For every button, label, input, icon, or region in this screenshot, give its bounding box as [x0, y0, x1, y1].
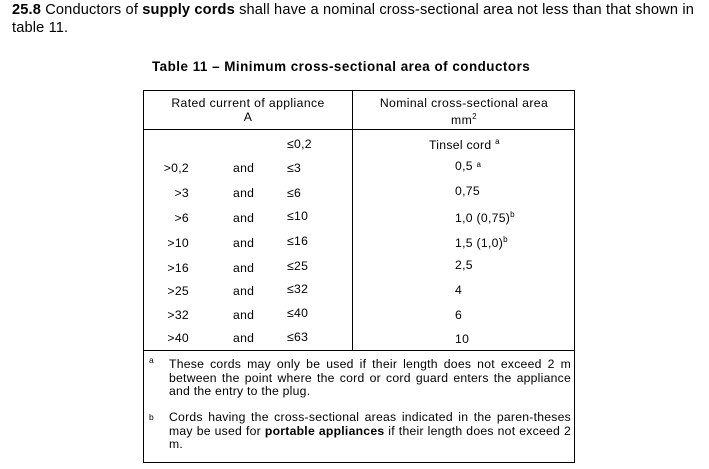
clause-text-before: Conductors of — [41, 2, 143, 18]
footnote-mark: a — [149, 355, 154, 365]
clause-bold-term: supply cords — [142, 2, 235, 18]
row-and: and — [233, 261, 255, 275]
clause-paragraph — [12, 1, 706, 37]
footnote-text: These cords may only be used if their length does not exceed 2 m between the point where the cord or cord guard enters the appliance and the entry to the plug. — [169, 357, 571, 399]
row-lower-limit: >6 — [174, 211, 189, 225]
table-caption-text: Table 11 – Minimum cross-sectional area of conductors — [152, 59, 531, 74]
row-area: 0,75 — [455, 184, 480, 198]
row-area: 4 — [455, 283, 463, 297]
row-lower-limit: >10 — [167, 236, 189, 250]
row-lower-limit: >0,2 — [163, 161, 189, 175]
row-upper-limit: ≤6 — [287, 186, 302, 200]
row-upper-limit: ≤40 — [287, 306, 309, 320]
row-and: and — [233, 161, 255, 175]
row-and: and — [233, 331, 255, 345]
header-rated-current-label: Rated current of appliance — [171, 96, 325, 110]
row-lower-limit: >3 — [174, 186, 189, 200]
footnote-text: Cords having the cross-sectional areas indicated in the paren-theses may be used for portable appliances if their length does not exceed 2 m. — [169, 410, 571, 452]
row-area: 10 — [455, 332, 470, 346]
footnote-bold-term: portable appliances — [264, 423, 385, 438]
row-and: and — [233, 186, 255, 200]
row-and: and — [233, 284, 255, 298]
clause-text-after: shall have a nominal cross-sectional area not less than that shown in table 11. — [12, 2, 694, 36]
clause-number: 25.8 — [12, 2, 42, 18]
row-upper-limit: ≤32 — [287, 282, 309, 296]
row-area: 0,5 $^a$ — [455, 159, 482, 173]
row-upper-limit: ≤3 — [287, 161, 302, 175]
row-and: and — [233, 236, 255, 250]
footnote-mark: b — [149, 412, 154, 422]
header-rated-current-unit: A — [243, 110, 253, 124]
header-rated-current — [144, 96, 352, 124]
header-cross-section — [353, 96, 575, 127]
row-lower-limit: >25 — [167, 284, 189, 298]
row-lower-limit: >32 — [167, 308, 189, 322]
body-bottom-rule — [144, 350, 574, 351]
row-lower-limit: >40 — [167, 331, 189, 345]
column-divider — [352, 91, 353, 351]
row-upper-limit: ≤10 — [287, 209, 309, 223]
row-area: 1,5 $(1,0)^b$ — [455, 235, 508, 250]
header-cross-section-unit: $mm^2$ — [451, 112, 477, 128]
row-lower-limit: >16 — [167, 261, 189, 275]
row-area: Tinsel cord $^a$ — [429, 137, 500, 152]
row-area: 1,0 $(0,75)^b$ — [455, 210, 515, 225]
row-and: and — [233, 308, 255, 322]
row-upper-limit: ≤0,2 — [287, 137, 312, 151]
row-area: 6 — [455, 308, 463, 322]
row-upper-limit: ≤63 — [287, 330, 309, 344]
row-upper-limit: ≤16 — [287, 234, 309, 248]
conductor-table — [143, 90, 575, 463]
header-rule — [144, 129, 574, 130]
header-cross-section-label: Nominal cross-sectional area — [379, 96, 549, 110]
row-upper-limit: ≤25 — [287, 259, 309, 273]
row-and: and — [233, 211, 255, 225]
row-area: 2,5 — [455, 258, 473, 272]
